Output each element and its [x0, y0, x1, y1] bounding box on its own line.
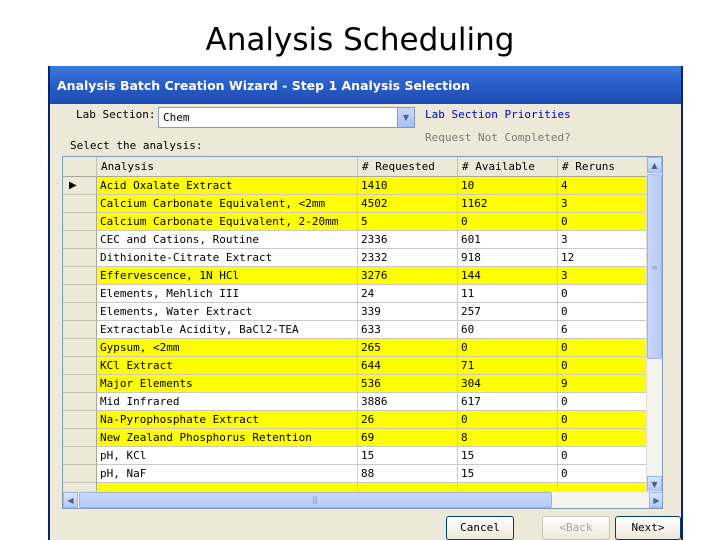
- table-row[interactable]: [63, 303, 648, 321]
- cell-reruns[interactable]: 3: [558, 267, 648, 285]
- grip-icon: |||: [312, 495, 318, 504]
- cell-reruns[interactable]: 0: [558, 213, 648, 231]
- grip-icon: ≡: [651, 263, 657, 272]
- row-header[interactable]: [63, 339, 97, 357]
- column-header-reruns[interactable]: # Reruns: [558, 157, 648, 177]
- cell-reruns[interactable]: 0: [558, 393, 648, 411]
- cell-available[interactable]: 15: [458, 465, 558, 483]
- cell-available[interactable]: 0: [458, 213, 558, 231]
- cell-reruns[interactable]: 9: [558, 375, 648, 393]
- cell-reruns[interactable]: 0: [558, 447, 648, 465]
- table-row[interactable]: [63, 447, 648, 465]
- lab-section-priorities-link[interactable]: Lab Section Priorities: [425, 108, 571, 121]
- analysis-grid: [62, 156, 663, 509]
- row-header[interactable]: [63, 411, 97, 429]
- cell-available[interactable]: 1162: [458, 195, 558, 213]
- cell-analysis[interactable]: Elements, Water Extract: [97, 303, 358, 321]
- row-header[interactable]: [63, 375, 97, 393]
- cell-requested[interactable]: 3886: [358, 393, 458, 411]
- cell-analysis[interactable]: Effervescence, 1N HCl: [97, 267, 358, 285]
- row-header[interactable]: [63, 195, 97, 213]
- table-row[interactable]: [63, 357, 648, 375]
- lab-section-label: Lab Section:: [76, 108, 156, 121]
- column-header-available[interactable]: # Available: [458, 157, 558, 177]
- cell-analysis[interactable]: pH, NaF: [97, 465, 358, 483]
- scroll-up-icon[interactable]: ▲: [647, 157, 662, 173]
- table-row[interactable]: [63, 267, 648, 285]
- cell-reruns[interactable]: 0: [558, 357, 648, 375]
- cell-available[interactable]: 0: [458, 411, 558, 429]
- table-row[interactable]: [63, 249, 648, 267]
- cell-reruns[interactable]: 12: [558, 249, 648, 267]
- cell-requested[interactable]: 536: [358, 375, 458, 393]
- cell-available[interactable]: 15: [458, 447, 558, 465]
- cell-requested[interactable]: 4502: [358, 195, 458, 213]
- cell-analysis[interactable]: KCl Extract: [97, 357, 358, 375]
- next-button[interactable]: Next>: [615, 516, 681, 540]
- cell-requested[interactable]: 88: [358, 465, 458, 483]
- cell-available[interactable]: 617: [458, 393, 558, 411]
- cell-available[interactable]: 918: [458, 249, 558, 267]
- cell-analysis[interactable]: Major Elements: [97, 375, 358, 393]
- cell-analysis[interactable]: Dithionite-Citrate Extract: [97, 249, 358, 267]
- table-row[interactable]: [63, 213, 648, 231]
- cell-analysis[interactable]: pH, KCl: [97, 447, 358, 465]
- cell-requested[interactable]: 26: [358, 411, 458, 429]
- table-row[interactable]: [63, 429, 648, 447]
- scroll-right-icon[interactable]: ▶: [649, 492, 663, 508]
- cell-available[interactable]: 60: [458, 321, 558, 339]
- cell-requested[interactable]: 265: [358, 339, 458, 357]
- cell-analysis[interactable]: Mid Infrared: [97, 393, 358, 411]
- cell-requested[interactable]: 339: [358, 303, 458, 321]
- table-row[interactable]: [63, 231, 648, 249]
- row-header[interactable]: [63, 465, 97, 483]
- cell-available[interactable]: 601: [458, 231, 558, 249]
- scroll-left-icon[interactable]: ◀: [63, 492, 78, 508]
- cell-requested[interactable]: 69: [358, 429, 458, 447]
- row-header[interactable]: [63, 303, 97, 321]
- cell-requested[interactable]: 2332: [358, 249, 458, 267]
- cell-analysis[interactable]: CEC and Cations, Routine: [97, 231, 358, 249]
- row-header[interactable]: [63, 321, 97, 339]
- cell-available[interactable]: 8: [458, 429, 558, 447]
- table-row[interactable]: [63, 411, 648, 429]
- cell-reruns[interactable]: 4: [558, 177, 648, 195]
- back-button[interactable]: <Back: [542, 516, 610, 540]
- cell-analysis[interactable]: Calcium Carbonate Equivalent, <2mm: [97, 195, 358, 213]
- cell-reruns[interactable]: 0: [558, 429, 648, 447]
- cell-available[interactable]: 10: [458, 177, 558, 195]
- lab-section-value: Chem: [163, 111, 190, 124]
- cell-analysis[interactable]: Acid Oxalate Extract: [97, 177, 358, 195]
- slide-title: Analysis Scheduling: [205, 22, 515, 58]
- row-header[interactable]: [63, 267, 97, 285]
- lab-section-dropdown[interactable]: [158, 107, 415, 128]
- cell-requested[interactable]: 5: [358, 213, 458, 231]
- cell-requested[interactable]: 633: [358, 321, 458, 339]
- vertical-scrollbar[interactable]: [646, 157, 662, 492]
- grid-body: [63, 177, 648, 492]
- row-header[interactable]: [63, 429, 97, 447]
- grid-corner-header: [63, 157, 97, 177]
- cell-reruns[interactable]: 0: [558, 285, 648, 303]
- row-header[interactable]: [63, 231, 97, 249]
- cell-requested[interactable]: 644: [358, 357, 458, 375]
- chevron-down-icon[interactable]: ▼: [397, 108, 414, 127]
- cell-reruns[interactable]: 3: [558, 231, 648, 249]
- row-header[interactable]: [63, 393, 97, 411]
- table-row[interactable]: [63, 285, 648, 303]
- table-row[interactable]: [63, 465, 648, 483]
- row-header[interactable]: [63, 249, 97, 267]
- table-row[interactable]: [63, 375, 648, 393]
- table-row[interactable]: [63, 393, 648, 411]
- cell-analysis[interactable]: Extractable Acidity, BaCl2-TEA: [97, 321, 358, 339]
- horizontal-scrollbar[interactable]: [63, 491, 663, 508]
- cell-reruns[interactable]: 0: [558, 465, 648, 483]
- cell-analysis[interactable]: Elements, Mehlich III: [97, 285, 358, 303]
- table-row[interactable]: [63, 177, 648, 195]
- cancel-button[interactable]: Cancel: [446, 516, 514, 540]
- cell-available[interactable]: 11: [458, 285, 558, 303]
- cell-reruns[interactable]: 0: [558, 303, 648, 321]
- row-header[interactable]: [63, 213, 97, 231]
- cell-reruns[interactable]: 3: [558, 195, 648, 213]
- cell-requested[interactable]: 24: [358, 285, 458, 303]
- select-analysis-label: Select the analysis:: [70, 139, 203, 152]
- cell-requested[interactable]: 2336: [358, 231, 458, 249]
- table-row[interactable]: [63, 339, 648, 357]
- cell-available[interactable]: 144: [458, 267, 558, 285]
- cell-available[interactable]: 0: [458, 339, 558, 357]
- horizontal-scroll-thumb[interactable]: [79, 492, 552, 508]
- cell-requested[interactable]: 3276: [358, 267, 458, 285]
- column-header-requested[interactable]: # Requested: [358, 157, 458, 177]
- table-row[interactable]: [63, 321, 648, 339]
- column-header-analysis[interactable]: Analysis: [97, 157, 358, 177]
- cell-available[interactable]: 304: [458, 375, 558, 393]
- current-row-indicator-icon[interactable]: ▶: [63, 177, 97, 195]
- cell-requested[interactable]: 15: [358, 447, 458, 465]
- row-header[interactable]: [63, 357, 97, 375]
- cell-analysis[interactable]: New Zealand Phosphorus Retention: [97, 429, 358, 447]
- cell-requested[interactable]: 1410: [358, 177, 458, 195]
- request-not-completed-link[interactable]: Request Not Completed?: [425, 131, 571, 144]
- row-header[interactable]: [63, 447, 97, 465]
- scroll-down-icon[interactable]: ▼: [647, 476, 662, 492]
- vertical-scroll-thumb[interactable]: [647, 174, 662, 359]
- window-titlebar: Analysis Batch Creation Wizard - Step 1 Analysis Selection: [50, 66, 681, 104]
- cell-analysis[interactable]: Calcium Carbonate Equivalent, 2-20mm: [97, 213, 358, 231]
- cell-available[interactable]: 257: [458, 303, 558, 321]
- cell-reruns[interactable]: 0: [558, 339, 648, 357]
- cell-reruns[interactable]: 6: [558, 321, 648, 339]
- table-row[interactable]: [63, 195, 648, 213]
- cell-analysis[interactable]: Gypsum, <2mm: [97, 339, 358, 357]
- cell-available[interactable]: 71: [458, 357, 558, 375]
- row-header[interactable]: [63, 285, 97, 303]
- cell-reruns[interactable]: 0: [558, 411, 648, 429]
- cell-analysis[interactable]: Na-Pyrophosphate Extract: [97, 411, 358, 429]
